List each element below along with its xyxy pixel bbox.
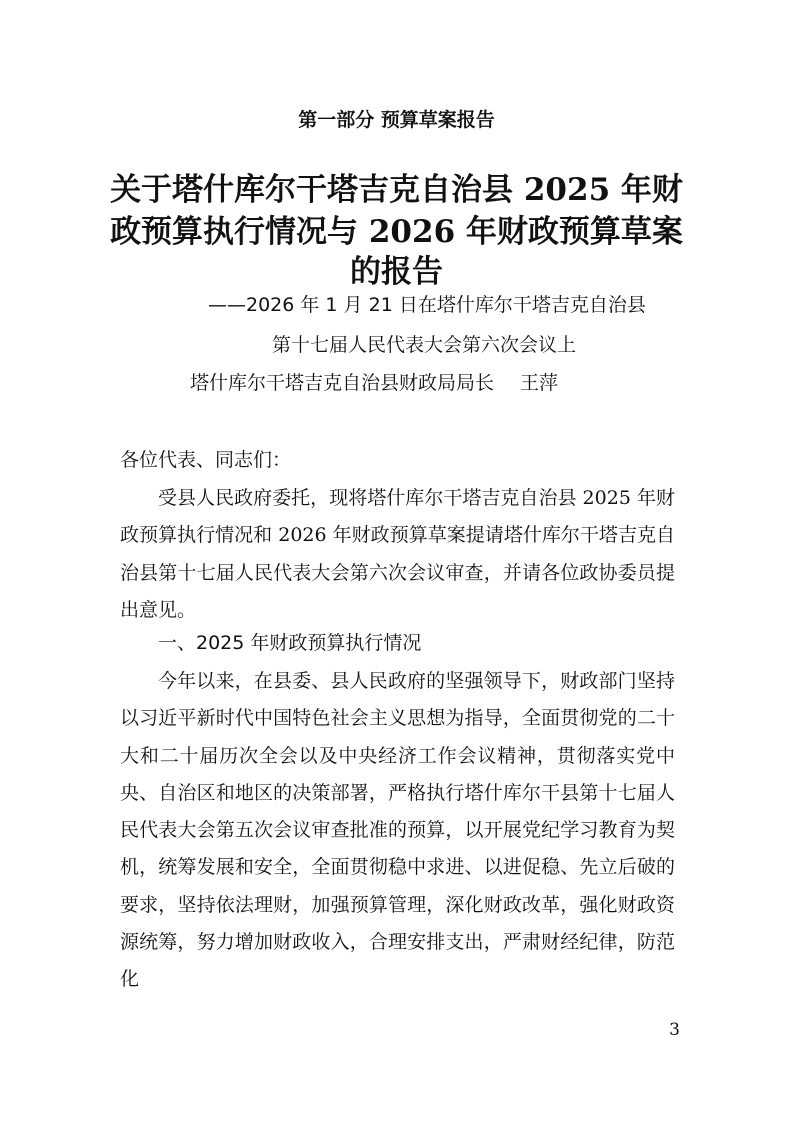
reporter-name: 王萍 (520, 372, 559, 394)
reporter-position: 塔什库尔干塔吉克自治县财政局局长 (190, 372, 495, 394)
intro-paragraph: 受县人民政府委托，现将塔什库尔干塔吉克自治县 2025 年财政预算执行情况和 2026 年财政预算草案提请塔什库尔干塔吉克自治县第十七届人民代表大会第六次会议审查，并请各位政协委员提出意见。 (120, 487, 675, 621)
part-title: 第一部分 预算草案报告 (298, 109, 495, 131)
section-heading: 一、2025 年财政预算执行情况 (158, 632, 422, 654)
subtitle-line-2: 第十七届人民代表大会第六次会议上 (272, 334, 577, 356)
report-title-line-1: 关于塔什库尔干塔吉克自治县 2025 年财 (110, 172, 683, 208)
report-title-line-3: 的报告 (350, 254, 443, 290)
page-number: 3 (669, 1020, 680, 1040)
section-paragraph: 今年以来，在县委、县人民政府的坚强领导下，财政部门坚持以习近平新时代中国特色社会主义思想为指导，全面贯彻党的二十大和二十届历次全会以及中央经济工作会议精神，贯彻落实党中央、自治区和地区的决策部署，严格执行塔什库尔干县第十七届人民代表大会第五次会议审查批准的预算，以开展党纪学习教育为契机，统筹发展和安全，全面贯彻稳中求进、以进促稳、先立后破的要求，坚持依法理财，加强预算管理，深化财政改革，强化财政资源统筹，努力增加财政收入，合理安排支出，严肃财经纪律，防范化 (120, 670, 675, 991)
subtitle-line-1: ——2026 年 1 月 21 日在塔什库尔干塔吉克自治县 (208, 294, 646, 316)
reporter-line (190, 368, 558, 398)
report-title-line-2: 政预算执行情况与 2026 年财政预算草案 (110, 214, 683, 250)
greeting: 各位代表、同志们： (120, 449, 292, 471)
